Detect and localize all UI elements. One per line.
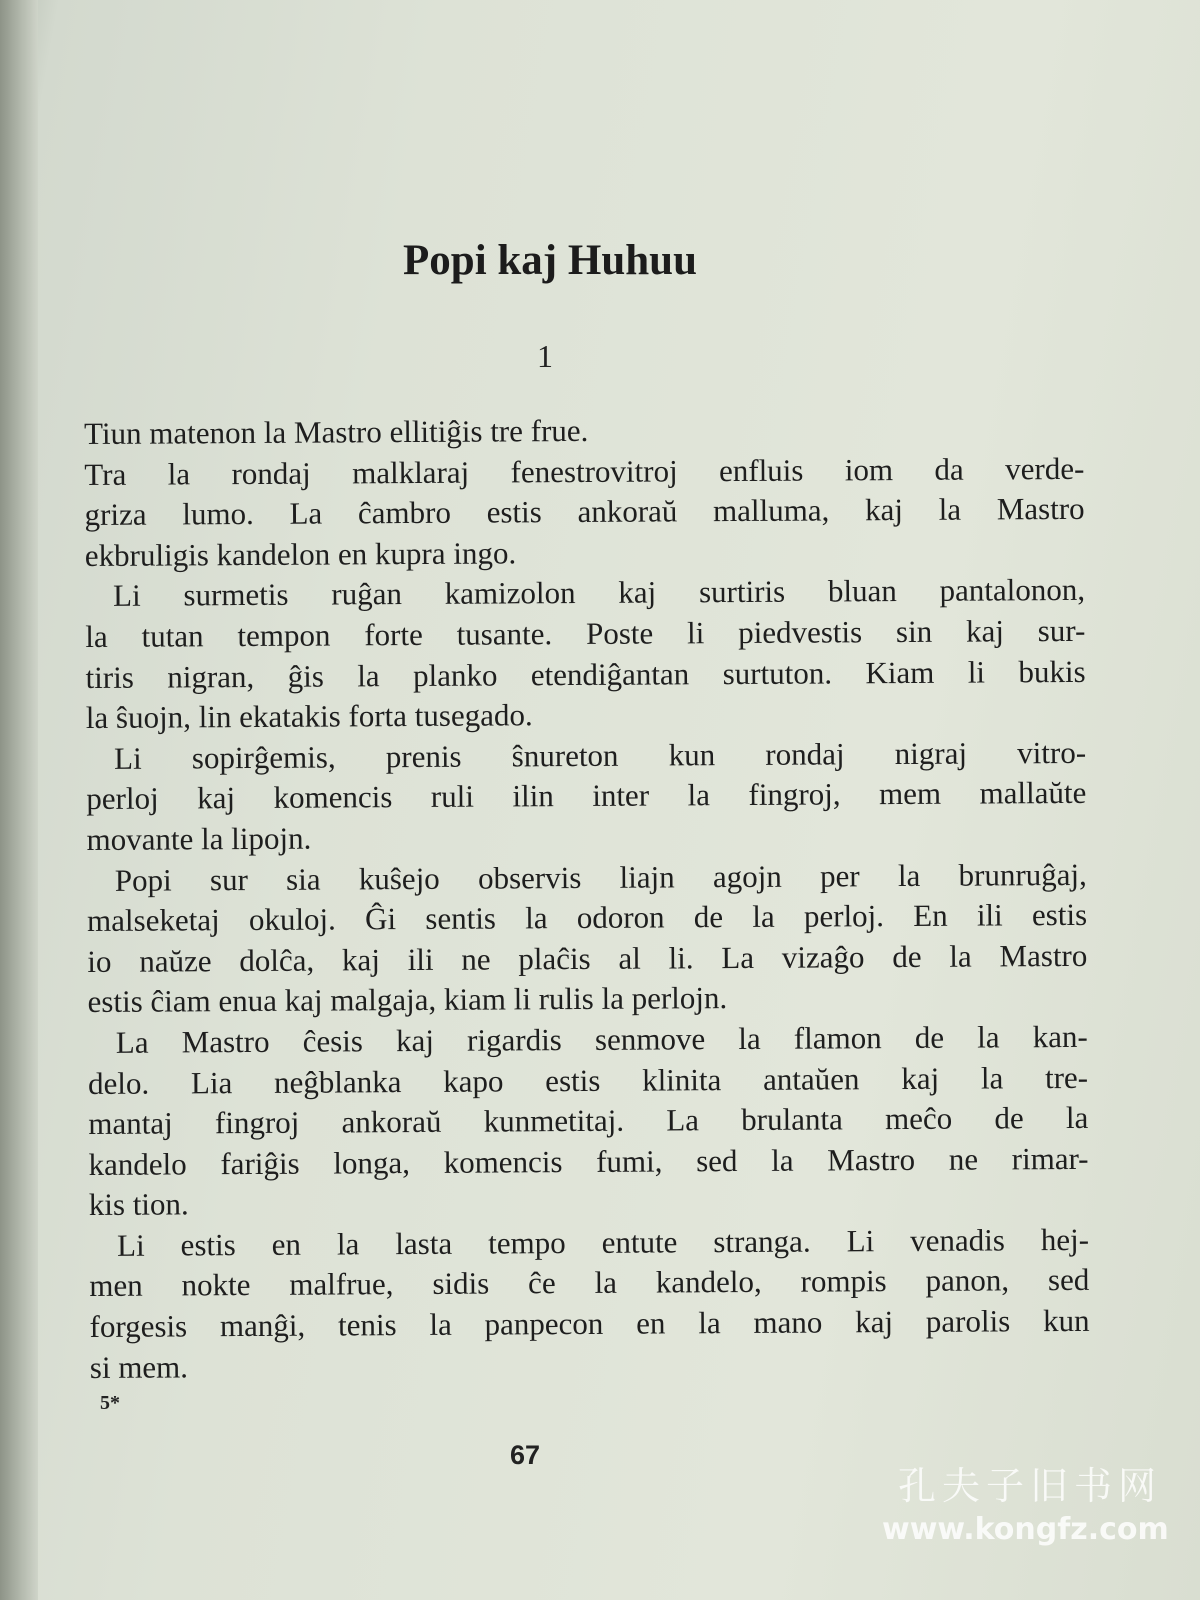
watermark-url: www.kongfz.com [882,1512,1169,1547]
text-line: Li surmetis ruĝan kamizolon kaj surtiris bluan pantalonon, [113,572,1086,614]
paragraph [84,408,1084,455]
text-line: malseketaj okuloj. Ĝi sentis la odoron de la perloj. En ili estis [86,897,1088,939]
text-line: tiris nigran, ĝis la planko etendiĝantan surtuton. Kiam li bukis [85,653,1086,695]
text-line: Tiun matenon la Mastro ellitiĝis tre frue. [84,412,589,451]
text-line: Li estis en la lasta tempo entute stranga. Li venadis hej- [116,1221,1090,1263]
text-line: delo. Lia neĝblanka kapo estis klinita antaŭen kaj la tre- [87,1059,1089,1101]
text-line: men nokte malfrue, sidis ĉe la kandelo, rompis panon, sed [89,1262,1090,1304]
text-line: perloj kaj komencis ruli ilin inter la fingroj, mem mallaŭte [86,775,1087,817]
paragraph [85,570,1086,738]
text-line: forgesis manĝi, tenis la panpecon en la mano kaj parolis kun [89,1302,1090,1345]
text-line: io naŭze dolĉa, kaj ili ne plaĉis al li. La vizaĝo de la Mastro [87,937,1088,979]
page-number: 67 [510,1440,541,1470]
signature-mark: 5* [100,1392,120,1414]
paragraph [87,854,1088,1022]
paragraph [89,1220,1090,1388]
body-text [84,408,1090,1388]
chapter-number: 1 [537,338,553,374]
text-line: mantaj fingroj ankoraŭ kunmetitaj. La brulanta meĉo de la [88,1099,1089,1142]
paragraph [86,733,1087,861]
text-line: kis tion. [88,1186,189,1223]
text-line: La Mastro ĉesis kaj rigardis senmove la flamon de la kan- [115,1018,1088,1060]
text-line: kandelo fariĝis longa, komencis fumi, sed la Mastro ne rimar- [88,1140,1089,1182]
text-line: Tra la rondaj malklaraj fenestrovitroj enfluis iom da verde- [84,450,1085,492]
text-line: estis ĉiam enua kaj malgaja, kiam li rulis la perlojn. [87,980,728,1020]
text-line: la tutan tempon forte tusante. Poste li piedvestis sin kaj sur- [85,612,1086,654]
text-line: griza lumo. La ĉambro estis ankoraŭ malluma, kaj la Mastro [84,491,1085,533]
watermark-text: 孔夫子旧书网 [897,1464,1162,1508]
watermark [882,1455,1169,1547]
text-line: ekbruligis kandelon en kupra ingo. [84,535,517,573]
paragraph [84,448,1085,576]
text-line: la ŝuojn, lin ekatakis forta tusegado. [85,697,533,736]
text-line: si mem. [89,1349,189,1385]
story-title: Popi kaj Huhuu [403,237,697,284]
paragraph [88,1017,1089,1226]
text-line: movante la lipojn. [86,820,312,857]
text-line: Popi sur sia kuŝejo observis liajn agojn per la brunruĝaj, [114,856,1087,898]
text-line: Li sopirĝemis, prenis ŝnureton kun rondaj nigraj vitro- [113,734,1087,776]
